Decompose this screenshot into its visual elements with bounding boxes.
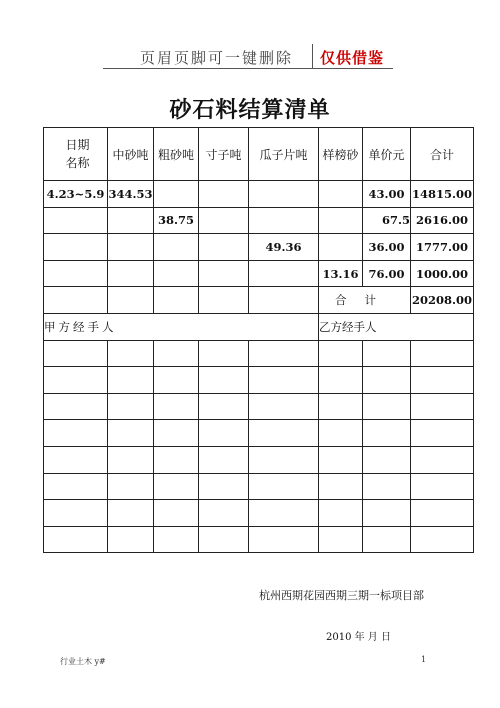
row-yang-bang-sha: [319, 181, 363, 208]
empty-cell: [44, 287, 108, 314]
col-header-mid-sand: 中砂吨: [108, 128, 154, 181]
row-yang-bang-sha: [319, 234, 363, 261]
col-header-coarse-sand: 粗砂吨: [154, 128, 199, 181]
table-row: [44, 207, 474, 234]
table-header-row: [44, 128, 474, 181]
blank-row: [44, 393, 474, 420]
blank-row: [44, 340, 474, 367]
row-date: [44, 207, 108, 234]
empty-cell: [108, 287, 154, 314]
row-total: 1777.00: [411, 234, 474, 261]
party-b-handler-label: 乙方经手人: [319, 313, 474, 340]
row-cun-zi: [199, 260, 249, 287]
reference-only-badge: 仅供借鉴: [320, 49, 385, 67]
table-row: [44, 234, 474, 261]
sum-label: 合计: [319, 287, 411, 314]
table-row: [44, 181, 474, 208]
row-date: [44, 260, 108, 287]
row-unit-price: 76.00: [363, 260, 411, 287]
row-date: 4.23~5.9: [44, 181, 108, 208]
date-header-label: 日期: [65, 138, 90, 152]
header-divider: [312, 44, 313, 68]
party-a-handler-label: 甲方经手人: [44, 313, 319, 340]
document-title: 砂石料结算清单: [169, 97, 331, 123]
date-name-header: [44, 128, 108, 181]
signature-row: [44, 313, 474, 340]
sum-row: [44, 287, 474, 314]
row-gua-zi-pian: [249, 181, 319, 208]
col-header-gua-zi-pian: 瓜子片吨: [249, 128, 319, 181]
col-header-cun-zi: 寸子吨: [199, 128, 249, 181]
row-cun-zi: [199, 207, 249, 234]
row-coarse-sand: [154, 260, 199, 287]
empty-cell: [154, 287, 199, 314]
page-header-text: 页眉页脚可一键删除: [140, 49, 294, 67]
row-yang-bang-sha: 13.16: [319, 260, 363, 287]
row-coarse-sand: [154, 181, 199, 208]
row-unit-price: 43.00: [363, 181, 411, 208]
col-header-total: 合计: [411, 128, 474, 181]
settlement-table: [43, 127, 474, 553]
row-total: 2616.00: [411, 207, 474, 234]
blank-row: [44, 473, 474, 500]
row-yang-bang-sha: [319, 207, 363, 234]
row-gua-zi-pian: [249, 260, 319, 287]
sum-value: 20208.00: [411, 287, 474, 314]
row-mid-sand: [108, 234, 154, 261]
row-mid-sand: [108, 260, 154, 287]
empty-cell: [249, 287, 319, 314]
row-coarse-sand: [154, 234, 199, 261]
row-unit-price: 67.5: [363, 207, 411, 234]
col-header-yang-bang-sha: 样榜砂: [319, 128, 363, 181]
row-gua-zi-pian: 49.36: [249, 234, 319, 261]
row-mid-sand: 344.53: [108, 181, 154, 208]
blank-row: [44, 367, 474, 394]
page-number: 1: [421, 655, 427, 664]
project-department: 杭州西期花园西期三期一标项目部: [259, 589, 424, 602]
blank-row: [44, 446, 474, 473]
row-total: 1000.00: [411, 260, 474, 287]
blank-row: [44, 526, 474, 553]
blank-row: [44, 500, 474, 527]
row-coarse-sand: 38.75: [154, 207, 199, 234]
empty-cell: [199, 287, 249, 314]
table-row: [44, 260, 474, 287]
page-footer-left: 行业土木 y#: [60, 657, 106, 666]
row-total: 14815.00: [411, 181, 474, 208]
header-rule: [103, 68, 393, 69]
row-mid-sand: [108, 207, 154, 234]
row-cun-zi: [199, 234, 249, 261]
blank-row: [44, 420, 474, 447]
name-header-label: 名称: [65, 156, 90, 170]
signature-date: 2010 年 月 日: [326, 632, 391, 643]
row-cun-zi: [199, 181, 249, 208]
row-unit-price: 36.00: [363, 234, 411, 261]
row-date: [44, 234, 108, 261]
row-gua-zi-pian: [249, 207, 319, 234]
col-header-unit-price: 单价元: [363, 128, 411, 181]
